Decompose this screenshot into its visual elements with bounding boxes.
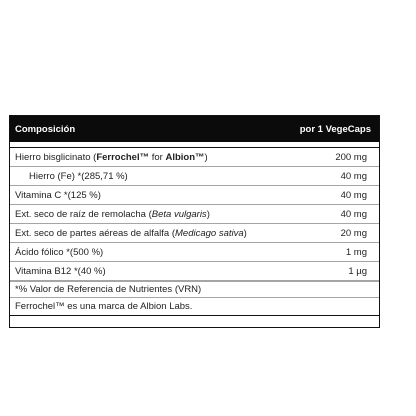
table-row: [10, 224, 379, 243]
nrv-footnote: *% Valor de Referencia de Nutrientes (VRN): [10, 281, 379, 298]
trademark-footnote: Ferrochel™ es una marca de Albion Labs.: [15, 301, 193, 312]
ingredient-name: Hierro (Fe) *(285,71 %): [29, 170, 128, 182]
ingredient-name: Ext. seco de partes aéreas de alfalfa (Medicago sativa): [15, 227, 247, 239]
ingredient-name: Vitamina B12 *(40 %): [15, 265, 106, 277]
table-header: [10, 116, 379, 142]
ingredient-name: Hierro bisglicinato (Ferrochel™ for Albion™): [15, 151, 208, 163]
ingredient-amount: 40 mg: [340, 170, 367, 182]
composition-table: [9, 115, 380, 328]
ingredient-amount: 1 mg: [345, 246, 367, 258]
ingredient-name: Ext. seco de raíz de remolacha (Beta vulgaris): [15, 208, 210, 220]
table-row: [10, 205, 379, 224]
ingredient-amount: 200 mg: [335, 151, 367, 163]
ingredient-amount: 40 mg: [340, 189, 367, 201]
header-composition: Composición: [15, 123, 76, 135]
ingredient-name: Ácido fólico *(500 %): [15, 246, 104, 258]
footer-spacer: [10, 315, 379, 327]
table-row: [10, 186, 379, 205]
ingredient-amount: 40 mg: [340, 208, 367, 220]
table-row: [10, 148, 379, 167]
header-serving: por 1 VegeCaps: [299, 123, 371, 135]
ingredient-amount: 1 µg: [348, 265, 367, 277]
table-row: [10, 167, 379, 186]
table-row: [10, 262, 379, 281]
ingredient-name: Vitamina C *(125 %): [15, 189, 101, 201]
ingredient-amount: 20 mg: [340, 227, 367, 239]
table-row: [10, 243, 379, 262]
